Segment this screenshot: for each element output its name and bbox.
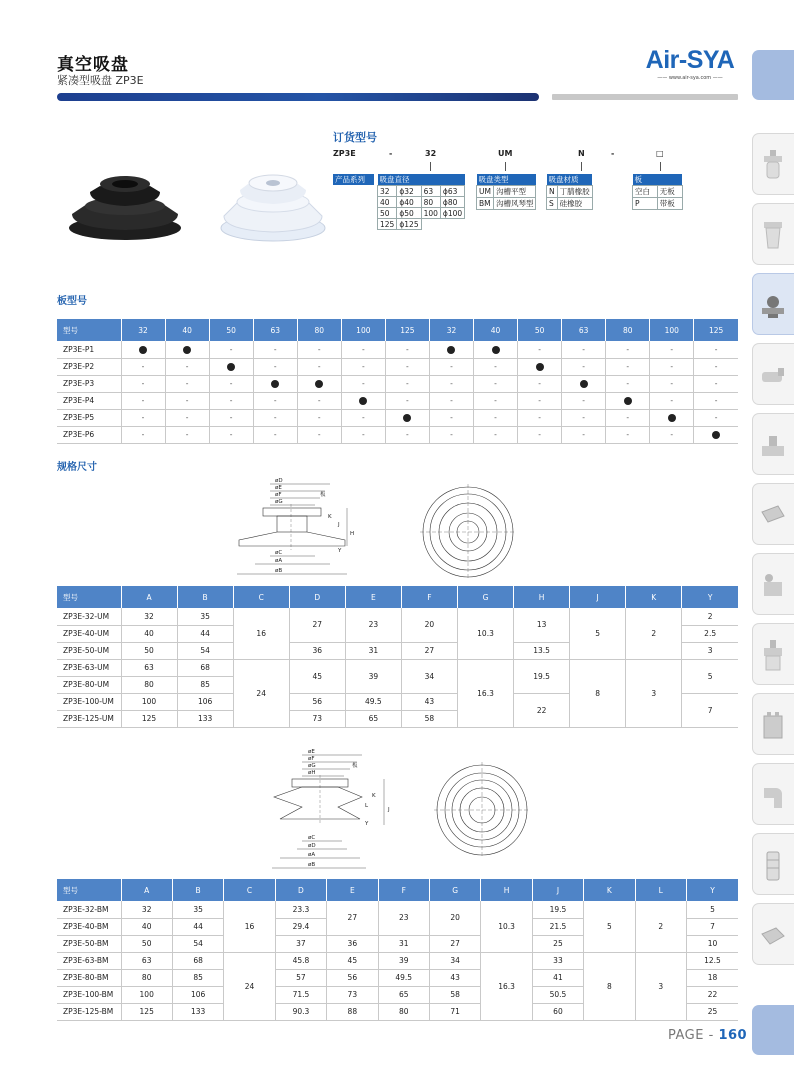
plate-cell-no: - [297, 341, 341, 358]
side-tab-solenoid[interactable] [752, 553, 794, 615]
plate-cell-no: - [253, 409, 297, 426]
order-code-tick [581, 162, 582, 171]
plate-cell-no: - [341, 409, 385, 426]
plate-cell-no: - [518, 426, 562, 443]
side-tab-elbow[interactable] [752, 763, 794, 825]
side-tab-lubricator[interactable] [752, 203, 794, 265]
column-header: J [570, 586, 626, 608]
svg-text:K: K [328, 514, 332, 520]
plate-cell-no: - [562, 409, 606, 426]
applicable-dot-icon [227, 363, 235, 371]
svg-text:øH: øH [308, 770, 316, 776]
svg-text:øC: øC [275, 550, 283, 556]
bm-spec-table [57, 879, 738, 1021]
plate-cell-no: - [474, 392, 518, 409]
spec-section-title: 规格尺寸 [57, 462, 97, 473]
plate-cell-no: - [165, 392, 209, 409]
plate-cell-yes [429, 341, 473, 358]
column-header: D [275, 879, 326, 901]
order-diameter-row: 32 ϕ32 63 ϕ63 [378, 186, 465, 197]
column-header: B [172, 879, 223, 901]
plate-cell-no: - [385, 358, 429, 375]
plate-cell-no: - [606, 358, 650, 375]
order-type-table [476, 174, 536, 210]
plate-cell-yes [606, 392, 650, 409]
order-code-type: UM [498, 149, 513, 158]
order-code-plate: □ [656, 149, 664, 158]
product-photo-clear-pad [218, 170, 328, 250]
svg-text:K: K [372, 793, 376, 799]
side-tab-silencer[interactable] [752, 833, 794, 895]
side-tab-gripper[interactable] [752, 903, 794, 965]
table-row [57, 341, 738, 358]
column-header: 型号 [57, 879, 121, 901]
svg-text:øF: øF [275, 492, 282, 498]
vacuum-pad-icon [758, 288, 788, 324]
table-row: ZP3E-125-UM 125 133 73 65 58 [57, 710, 738, 727]
applicable-dot-icon [359, 397, 367, 405]
table-row: ZP3E-40-BM 40 44 29.4 21.5 7 [57, 918, 738, 935]
order-code-tick [660, 162, 661, 171]
column-header: 50 [209, 319, 253, 341]
plate-cell-no: - [165, 375, 209, 392]
plate-cell-no: - [209, 392, 253, 409]
filter-regulator-icon [758, 148, 788, 184]
column-header: C [224, 879, 275, 901]
plate-cell-no: - [297, 426, 341, 443]
bm-side-view-drawing [262, 745, 402, 873]
plate-cell-no: - [209, 341, 253, 358]
plate-cell-no: - [297, 409, 341, 426]
column-header: K [626, 586, 682, 608]
svg-text:øA: øA [275, 558, 283, 564]
plate-cell-no: - [606, 341, 650, 358]
plate-cell-no: - [650, 358, 694, 375]
plate-cell-no: - [429, 409, 473, 426]
applicable-dot-icon [447, 346, 455, 354]
plate-cell-no: - [341, 375, 385, 392]
order-code-base: ZP3E [333, 149, 356, 158]
order-type-row: UM 沟槽平型 [477, 186, 536, 198]
column-header: 80 [297, 319, 341, 341]
table-row [57, 375, 738, 392]
brand-website: —— www.air-sya.com —— [657, 75, 723, 81]
valve-icon [758, 428, 788, 464]
silencer-icon [758, 848, 788, 884]
plate-cell-no: - [650, 341, 694, 358]
table-row [57, 409, 738, 426]
column-header: 40 [165, 319, 209, 341]
column-header: 32 [121, 319, 165, 341]
side-tab-manifold[interactable] [752, 623, 794, 685]
plate-cell-no: - [341, 358, 385, 375]
side-tab-cylinder[interactable] [752, 483, 794, 545]
fitting-icon [758, 358, 788, 394]
plate-cell-no: - [385, 341, 429, 358]
plate-cell-yes [297, 375, 341, 392]
plate-cell-no: - [474, 375, 518, 392]
column-header: F [401, 586, 457, 608]
order-type-row: BM 沟槽风琴型 [477, 198, 536, 210]
column-header: J [532, 879, 583, 901]
plate-cell-no: - [606, 375, 650, 392]
column-header: 100 [341, 319, 385, 341]
plate-cell-no: - [518, 375, 562, 392]
column-header: 40 [474, 319, 518, 341]
plate-cell-yes [209, 358, 253, 375]
order-diameter-table [377, 174, 465, 230]
plate-cell-no: - [694, 409, 738, 426]
table-row [57, 358, 738, 375]
table-row: ZP3E-50-BM 50 54 37 36 31 27 25 10 [57, 935, 738, 952]
elbow-fitting-icon [758, 778, 788, 814]
column-header: B [177, 586, 233, 608]
plate-cell-no: - [429, 375, 473, 392]
applicable-dot-icon [624, 397, 632, 405]
plate-cell-no: - [650, 375, 694, 392]
applicable-dot-icon [668, 414, 676, 422]
svg-text:øB: øB [275, 568, 283, 574]
plate-cell-no: - [121, 358, 165, 375]
plate-model: ZP3E-P4 [57, 392, 121, 409]
plate-cell-no: - [385, 426, 429, 443]
plate-cell-yes [385, 409, 429, 426]
column-header: E [345, 586, 401, 608]
svg-text:øE: øE [308, 749, 315, 755]
order-code-sep2: - [611, 149, 615, 158]
column-header: A [121, 586, 177, 608]
svg-text:J: J [388, 807, 390, 813]
plate-cell-no: - [341, 426, 385, 443]
column-header: H [514, 586, 570, 608]
order-material-row: N 丁腈橡胶 [547, 186, 593, 198]
table-row: ZP3E-100-UM 100 106 56 49.5 43 22 7 [57, 693, 738, 710]
lubricator-icon [758, 218, 788, 254]
bm-top-view-drawing [434, 762, 530, 858]
side-tab-valve[interactable] [752, 413, 794, 475]
table-row: ZP3E-32-UM 32 35 16 27 23 20 10.3 13 5 2 2 [57, 608, 738, 625]
plate-cell-no: - [253, 392, 297, 409]
side-tab-fitting[interactable] [752, 343, 794, 405]
order-type-header: 吸盘类型 [477, 174, 536, 186]
column-header: 125 [385, 319, 429, 341]
column-header: 50 [518, 319, 562, 341]
table-row: ZP3E-63-BM 63 68 24 45.8 45 39 34 16.3 33 8 3 12.5 [57, 952, 738, 969]
table-row [57, 426, 738, 443]
svg-text:J: J [338, 522, 340, 528]
column-header: K [584, 879, 635, 901]
table-row: ZP3E-50-UM 50 54 36 31 27 13.5 3 [57, 642, 738, 659]
plate-cell-yes [165, 341, 209, 358]
svg-text:Y: Y [365, 821, 369, 827]
valve-block-icon [758, 708, 788, 744]
order-diameter-row: 125 ϕ125 [378, 219, 465, 230]
svg-text:øG: øG [275, 499, 283, 505]
order-code-tick [430, 162, 431, 171]
column-header: Y [686, 879, 738, 901]
svg-text:H: H [350, 531, 355, 537]
manifold-icon [758, 638, 788, 674]
order-material-header: 吸盘材质 [547, 174, 593, 186]
column-header: 型号 [57, 319, 121, 341]
column-header: G [429, 879, 480, 901]
svg-text:øA: øA [308, 852, 316, 858]
order-plate-row: 空白 无板 [633, 186, 683, 198]
column-header: G [457, 586, 513, 608]
table-row: ZP3E-100-BM 100 106 71.5 73 65 58 50.5 22 [57, 986, 738, 1003]
plate-cell-no: - [562, 358, 606, 375]
plate-cell-no: - [694, 375, 738, 392]
svg-text:øF: øF [308, 756, 315, 762]
plate-cell-no: - [694, 358, 738, 375]
svg-text:øD: øD [275, 478, 283, 484]
side-tab-block[interactable] [752, 693, 794, 755]
plate-cell-no: - [385, 392, 429, 409]
order-code-sep1: - [389, 149, 393, 158]
column-header: 63 [253, 319, 297, 341]
column-header: Y [682, 586, 738, 608]
column-header: L [635, 879, 686, 901]
applicable-dot-icon [712, 431, 720, 439]
um-spec-table [57, 586, 738, 728]
svg-text:øE: øE [275, 485, 282, 491]
plate-cell-yes [341, 392, 385, 409]
plate-cell-no: - [297, 358, 341, 375]
plate-cell-yes [253, 375, 297, 392]
order-code-title: 订货型号 [333, 131, 377, 144]
order-plate-table [632, 174, 683, 210]
header-bar-blue [57, 93, 539, 101]
plate-cell-no: - [165, 409, 209, 426]
column-header: A [121, 879, 172, 901]
column-header: 100 [650, 319, 694, 341]
plate-cell-no: - [209, 426, 253, 443]
plate-cell-no: - [474, 358, 518, 375]
plate-cell-no: - [694, 341, 738, 358]
column-header: 125 [694, 319, 738, 341]
page-title: 真空吸盘 [57, 55, 129, 75]
plate-cell-no: - [562, 341, 606, 358]
column-header: 80 [606, 319, 650, 341]
side-tab-top[interactable] [752, 50, 794, 100]
applicable-dot-icon [536, 363, 544, 371]
header-bar-grey [552, 94, 738, 100]
side-tab-vacuum[interactable] [752, 273, 794, 335]
svg-text:板: 板 [352, 763, 358, 769]
plate-section-title: 板型号 [57, 296, 87, 307]
plate-cell-no: - [429, 392, 473, 409]
plate-cell-no: - [606, 409, 650, 426]
table-row: ZP3E-32-BM 32 35 16 23.3 27 23 20 10.3 19.5 5 2 5 [57, 901, 738, 918]
plate-cell-no: - [121, 392, 165, 409]
column-header: 型号 [57, 586, 121, 608]
plate-cell-no: - [474, 409, 518, 426]
plate-cell-no: - [562, 426, 606, 443]
plate-cell-yes [121, 341, 165, 358]
plate-cell-no: - [518, 392, 562, 409]
column-header: 63 [562, 319, 606, 341]
plate-cell-yes [694, 426, 738, 443]
plate-model: ZP3E-P3 [57, 375, 121, 392]
brand-name: Air-SYA [645, 46, 735, 74]
plate-cell-yes [474, 341, 518, 358]
plate-cell-no: - [253, 426, 297, 443]
table-row: ZP3E-125-BM 125 133 90.3 88 80 71 60 25 [57, 1003, 738, 1020]
page-subtitle: 紧凑型吸盘 ZP3E [57, 74, 144, 87]
plate-model: ZP3E-P1 [57, 341, 121, 358]
svg-text:øC: øC [308, 835, 316, 841]
order-code-size: 32 [425, 149, 437, 158]
plate-model: ZP3E-P5 [57, 409, 121, 426]
table-row: ZP3E-63-UM 63 68 24 45 39 34 16.3 19.5 8 3 5 [57, 659, 738, 676]
svg-text:Y: Y [338, 548, 342, 554]
order-diameter-row: 50 ϕ50 100 ϕ100 [378, 208, 465, 219]
plate-cell-no: - [474, 426, 518, 443]
svg-text:L: L [365, 803, 369, 809]
solenoid-valve-icon [758, 568, 788, 604]
applicable-dot-icon [315, 380, 323, 388]
applicable-dot-icon [492, 346, 500, 354]
plate-cell-no: - [297, 392, 341, 409]
plate-cell-no: - [209, 409, 253, 426]
plate-cell-no: - [165, 358, 209, 375]
plate-cell-no: - [165, 426, 209, 443]
page-number: PAGE - 160 [668, 1028, 748, 1043]
plate-cell-no: - [341, 341, 385, 358]
order-series-header: 产品系列 [333, 174, 374, 185]
svg-text:øB: øB [308, 862, 316, 868]
plate-model: ZP3E-P6 [57, 426, 121, 443]
plate-cell-no: - [518, 409, 562, 426]
cylinder-icon [758, 498, 788, 534]
brand-logo [642, 47, 738, 81]
plate-cell-no: - [209, 375, 253, 392]
plate-cell-no: - [385, 375, 429, 392]
plate-cell-no: - [650, 426, 694, 443]
column-header: D [289, 586, 345, 608]
column-header: F [378, 879, 429, 901]
applicable-dot-icon [139, 346, 147, 354]
order-plate-header: 板 [633, 174, 683, 186]
applicable-dot-icon [403, 414, 411, 422]
side-tab-filter[interactable] [752, 133, 794, 195]
um-side-view-drawing [225, 472, 365, 580]
plate-cell-no: - [253, 358, 297, 375]
order-plate-row: P 带板 [633, 198, 683, 210]
order-code-tick [505, 162, 506, 171]
plate-table [57, 319, 738, 444]
applicable-dot-icon [580, 380, 588, 388]
table-row: ZP3E-40-UM 40 44 2.5 [57, 625, 738, 642]
table-row [57, 392, 738, 409]
column-header: H [481, 879, 532, 901]
plate-model: ZP3E-P2 [57, 358, 121, 375]
gripper-icon [758, 918, 788, 954]
plate-cell-no: - [253, 341, 297, 358]
plate-cell-yes [650, 409, 694, 426]
svg-text:øD: øD [308, 843, 316, 849]
plate-cell-no: - [562, 392, 606, 409]
side-tab-bottom[interactable] [752, 1005, 794, 1055]
column-header: E [327, 879, 378, 901]
table-row: ZP3E-80-UM 80 85 [57, 676, 738, 693]
plate-cell-no: - [429, 426, 473, 443]
um-top-view-drawing [420, 484, 516, 580]
order-code-material: N [578, 149, 585, 158]
applicable-dot-icon [183, 346, 191, 354]
plate-cell-no: - [121, 426, 165, 443]
product-photo-black-pad [60, 170, 190, 250]
plate-cell-no: - [429, 358, 473, 375]
svg-text:øG: øG [308, 763, 316, 769]
column-header: 32 [429, 319, 473, 341]
order-diameter-row: 40 ϕ40 80 ϕ80 [378, 197, 465, 208]
table-row: ZP3E-80-BM 80 85 57 56 49.5 43 41 18 [57, 969, 738, 986]
plate-cell-yes [518, 358, 562, 375]
plate-cell-no: - [650, 392, 694, 409]
plate-cell-no: - [518, 341, 562, 358]
plate-cell-no: - [606, 426, 650, 443]
order-material-row: S 硅橡胶 [547, 198, 593, 210]
column-header: C [233, 586, 289, 608]
plate-cell-no: - [121, 409, 165, 426]
order-material-table [546, 174, 593, 210]
order-diameter-header: 吸盘直径 [378, 174, 465, 186]
plate-cell-no: - [694, 392, 738, 409]
svg-text:板: 板 [320, 492, 326, 498]
plate-cell-no: - [121, 375, 165, 392]
plate-cell-yes [562, 375, 606, 392]
applicable-dot-icon [271, 380, 279, 388]
